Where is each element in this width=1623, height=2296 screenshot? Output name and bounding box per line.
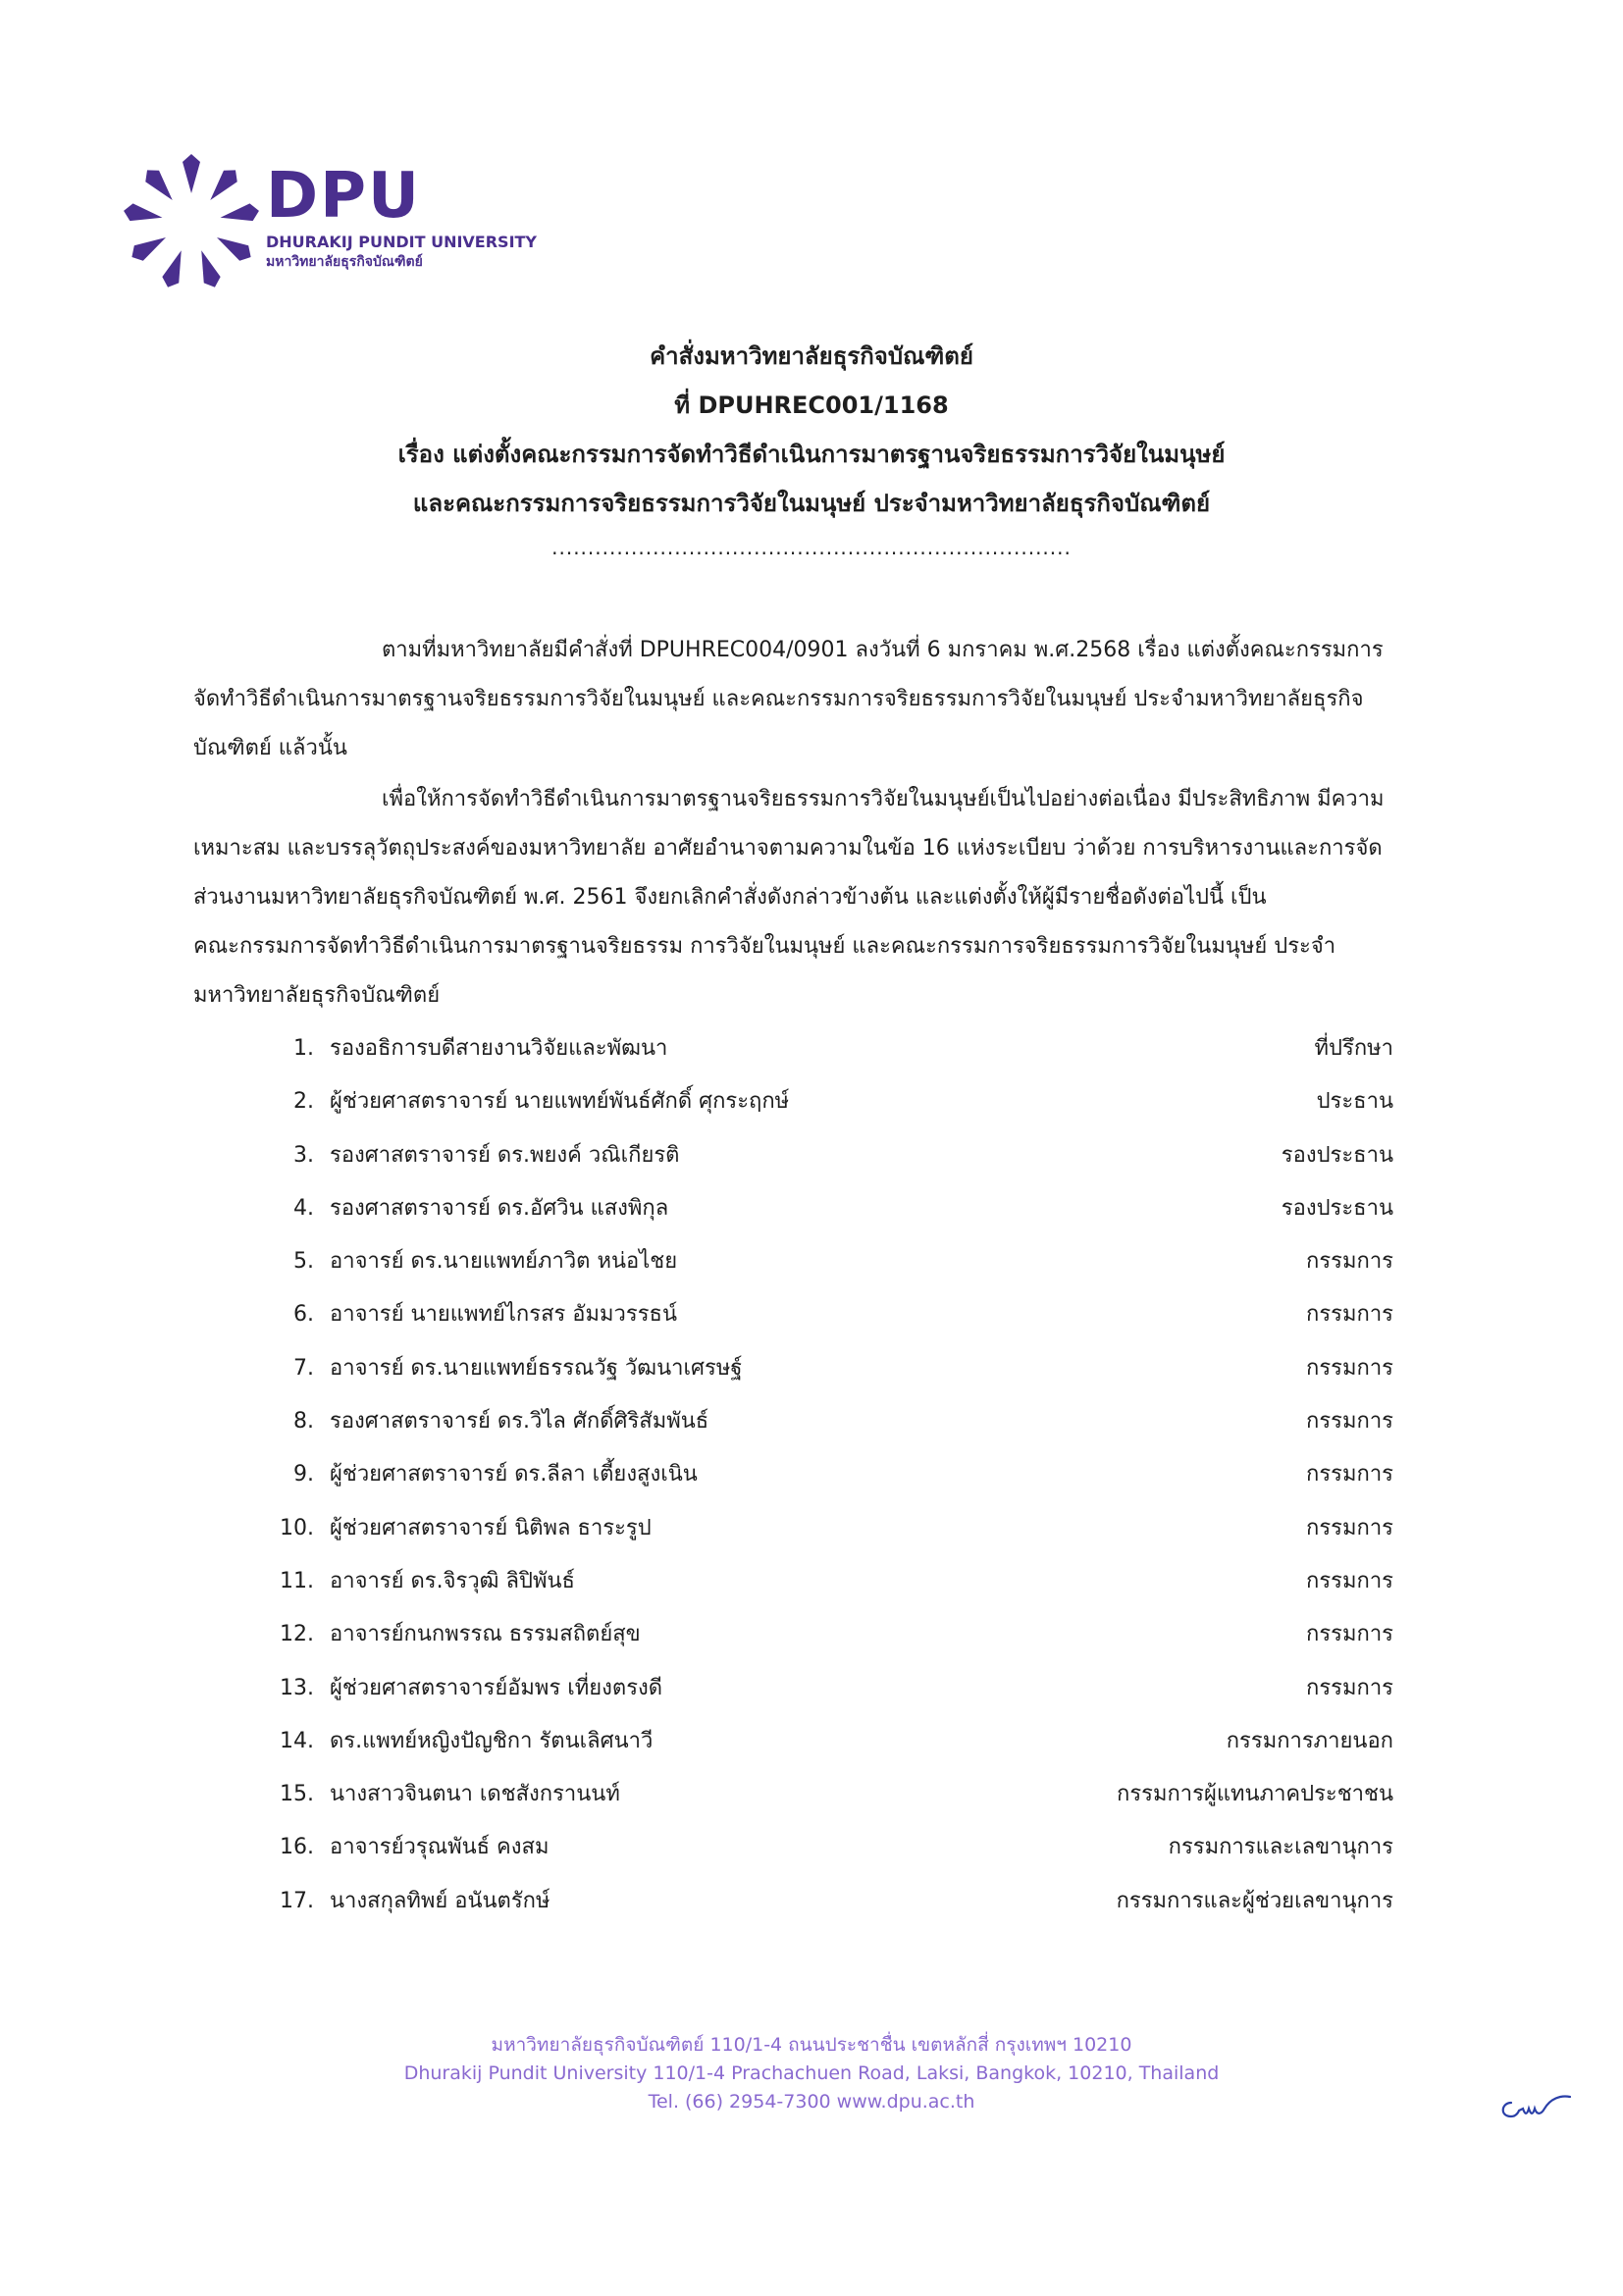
paragraph-line: คณะกรรมการจัดทำวิธีดำเนินการมาตรฐานจริยธรรม การวิจัยในมนุษย์ และคณะกรรมการจริยธรรมการวิจัยในมนุษย์ ประจำ	[193, 934, 1336, 959]
paragraph-line: บัณฑิตย์ แล้วนั้น	[193, 736, 347, 760]
member-number: 7.	[293, 1355, 314, 1381]
member-name: ผู้ช่วยศาสตราจารย์ นิติพล ธาระรูป	[330, 1515, 652, 1540]
member-role: กรรมการภายนอก	[1226, 1728, 1393, 1753]
order-subject-line-2: และคณะกรรมการจริยธรรมการวิจัยในมนุษย์ ประจำมหาวิทยาลัยธุรกิจบัณฑิตย์	[412, 490, 1211, 517]
member-row	[265, 1662, 1393, 1715]
member-number: 2.	[293, 1089, 314, 1115]
order-number: ที่ DPUHREC001/1168	[674, 391, 949, 419]
member-name: รองศาสตราจารย์ ดร.อัศวิน แสงพิกุล	[330, 1195, 669, 1221]
member-role: กรรมการและผู้ช่วยเลขานุการ	[1116, 1888, 1393, 1913]
member-role: ประธาน	[1316, 1089, 1393, 1115]
member-number: 11.	[280, 1568, 314, 1593]
member-number: 4.	[293, 1195, 314, 1221]
member-role: รองประธาน	[1281, 1142, 1393, 1168]
member-name: อาจารย์ ดร.นายแพทย์ภาวิต หน่อไชย	[330, 1249, 678, 1275]
member-row	[265, 1129, 1393, 1182]
order-title: คำสั่งมหาวิทยาลัยธุรกิจบัณฑิตย์	[650, 342, 973, 370]
paragraph-line: จัดทำวิธีดำเนินการมาตรฐานจริยธรรมการวิจัยในมนุษย์ และคณะกรรมการจริยธรรมการวิจัยในมนุษย์ ประจำมหาวิทยาลัยธุรกิจ	[193, 687, 1364, 711]
paragraph-background	[193, 626, 1459, 773]
logo-name-thai: มหาวิทยาลัยธุรกิจบัณฑิตย์	[266, 254, 423, 270]
member-name: รองศาสตราจารย์ ดร.พยงค์ วณิเกียรติ	[330, 1142, 680, 1168]
member-name: ดร.แพทย์หญิงปัญชิกา รัตนเลิศนาวี	[330, 1728, 654, 1753]
member-role: กรรมการ	[1306, 1355, 1393, 1381]
footer-contact: Tel. (66) 2954-7300 www.dpu.ac.th	[648, 2091, 975, 2113]
member-number: 15.	[280, 1782, 314, 1807]
member-number: 14.	[280, 1728, 314, 1753]
member-number: 8.	[293, 1409, 314, 1435]
member-row	[265, 1768, 1393, 1821]
member-role: กรรมการ	[1306, 1515, 1393, 1540]
member-number: 5.	[293, 1249, 314, 1275]
member-number: 10.	[280, 1515, 314, 1540]
member-row	[265, 1395, 1393, 1448]
member-number: 6.	[293, 1302, 314, 1328]
member-number: 17.	[280, 1888, 314, 1913]
member-row	[265, 1022, 1393, 1075]
member-role: รองประธาน	[1281, 1195, 1393, 1221]
member-name: รองอธิการบดีสายงานวิจัยและพัฒนา	[330, 1036, 668, 1061]
paragraph-line: เพื่อให้การจัดทำวิธีดำเนินการมาตรฐานจริยธรรมการวิจัยในมนุษย์เป็นไปอย่างต่อเนื่อง มีประสิทธิภาพ มีความ	[382, 787, 1385, 811]
footer-address-thai: มหาวิทยาลัยธุรกิจบัณฑิตย์ 110/1-4 ถนนประชาชื่น เขตหลักสี่ กรุงเทพฯ 10210	[491, 2034, 1132, 2056]
paragraph-line: มหาวิทยาลัยธุรกิจบัณฑิตย์	[193, 983, 441, 1008]
member-role: ที่ปรึกษา	[1314, 1036, 1393, 1061]
member-row	[265, 1555, 1393, 1608]
member-number: 12.	[280, 1622, 314, 1647]
footer-address-english: Dhurakij Pundit University 110/1-4 Prachachuen Road, Laksi, Bangkok, 10210, Thailand	[403, 2062, 1220, 2084]
member-name: ผู้ช่วยศาสตราจารย์ นายแพทย์พันธ์ศักดิ์ ศุกระฤกษ์	[330, 1089, 790, 1115]
paragraph-appointment	[193, 775, 1459, 1020]
member-name: นางสาวจินตนา เดชสังกรานนท์	[330, 1782, 620, 1807]
member-role: กรรมการ	[1306, 1622, 1393, 1647]
member-row	[265, 1875, 1393, 1928]
member-row	[265, 1448, 1393, 1501]
heading-separator: ........................................................................	[551, 536, 1072, 559]
paragraph-line: เหมาะสม และบรรลุวัตถุประสงค์ของมหาวิทยาลัย อาศัยอำนาจตามความในข้อ 16 แห่งระเบียบ ว่าด้วย การบริหารงานและการจัด	[193, 836, 1383, 861]
member-name: อาจารย์ นายแพทย์ไกรสร อัมมวรรธน์	[330, 1302, 677, 1328]
logo-name-english: DHURAKIJ PUNDIT UNIVERSITY	[266, 233, 538, 251]
member-name: อาจารย์กนกพรรณ ธรรมสถิตย์สุข	[330, 1622, 641, 1647]
member-row	[265, 1235, 1393, 1288]
member-row	[265, 1342, 1393, 1395]
member-name: อาจารย์วรุณพันธ์ คงสม	[330, 1835, 550, 1860]
member-role: กรรมการ	[1306, 1462, 1393, 1487]
member-number: 3.	[293, 1142, 314, 1168]
member-role: กรรมการและเลขานุการ	[1168, 1835, 1393, 1860]
member-name: อาจารย์ ดร.นายแพทย์ธรรณวัฐ วัฒนาเศรษฐ์	[330, 1355, 743, 1381]
member-row	[265, 1288, 1393, 1341]
member-name: อาจารย์ ดร.จิรวุฒิ ลิปิพันธ์	[330, 1568, 575, 1593]
member-role: กรรมการ	[1306, 1568, 1393, 1593]
member-number: 13.	[280, 1675, 314, 1700]
member-role: กรรมการ	[1306, 1409, 1393, 1435]
member-role: กรรมการ	[1306, 1675, 1393, 1700]
member-row	[265, 1821, 1393, 1874]
member-number: 16.	[280, 1835, 314, 1860]
order-heading	[0, 332, 1623, 567]
university-logo	[123, 152, 538, 309]
paragraph-line: ส่วนงานมหาวิทยาลัยธุรกิจบัณฑิตย์ พ.ศ. 2561 จึงยกเลิกคำสั่งดังกล่าวข้างต้น และแต่งตั้งให้ผู้มีรายชื่อดังต่อไปนี้ เป็น	[193, 885, 1267, 910]
paragraph-line: ตามที่มหาวิทยาลัยมีคำสั่งที่ DPUHREC004/0901 ลงวันที่ 6 มกราคม พ.ศ.2568 เรื่อง แต่งตั้งคณะกรรมการ	[382, 638, 1384, 662]
logo-wordmark	[266, 162, 537, 273]
member-name: นางสกุลทิพย์ อนันตรักษ์	[330, 1888, 550, 1913]
member-name: ผู้ช่วยศาสตราจารย์อัมพร เที่ยงตรงดี	[330, 1675, 663, 1700]
member-role: กรรมการผู้แทนภาคประชาชน	[1117, 1782, 1393, 1807]
member-name: รองศาสตราจารย์ ดร.วิไล ศักดิ์ศิริสัมพันธ์	[330, 1409, 709, 1435]
handwritten-initial-icon	[1492, 2085, 1599, 2124]
order-subject-line-1: เรื่อง แต่งตั้งคณะกรรมการจัดทำวิธีดำเนินการมาตรฐานจริยธรรมการวิจัยในมนุษย์	[397, 441, 1226, 468]
member-number: 1.	[293, 1036, 314, 1061]
member-name: ผู้ช่วยศาสตราจารย์ ดร.ลีลา เตี้ยงสูงเนิน	[330, 1462, 698, 1487]
page-footer	[0, 2031, 1623, 2116]
member-row	[265, 1075, 1393, 1128]
logo-abbreviation: DPU	[266, 160, 421, 233]
member-role: กรรมการ	[1306, 1249, 1393, 1275]
member-number: 9.	[293, 1462, 314, 1487]
committee-member-list	[265, 1022, 1393, 1928]
member-role: กรรมการ	[1306, 1302, 1393, 1328]
member-row	[265, 1182, 1393, 1235]
member-row	[265, 1715, 1393, 1768]
member-row	[265, 1502, 1393, 1555]
member-row	[265, 1608, 1393, 1661]
dpu-flower-logo-icon	[123, 152, 260, 289]
